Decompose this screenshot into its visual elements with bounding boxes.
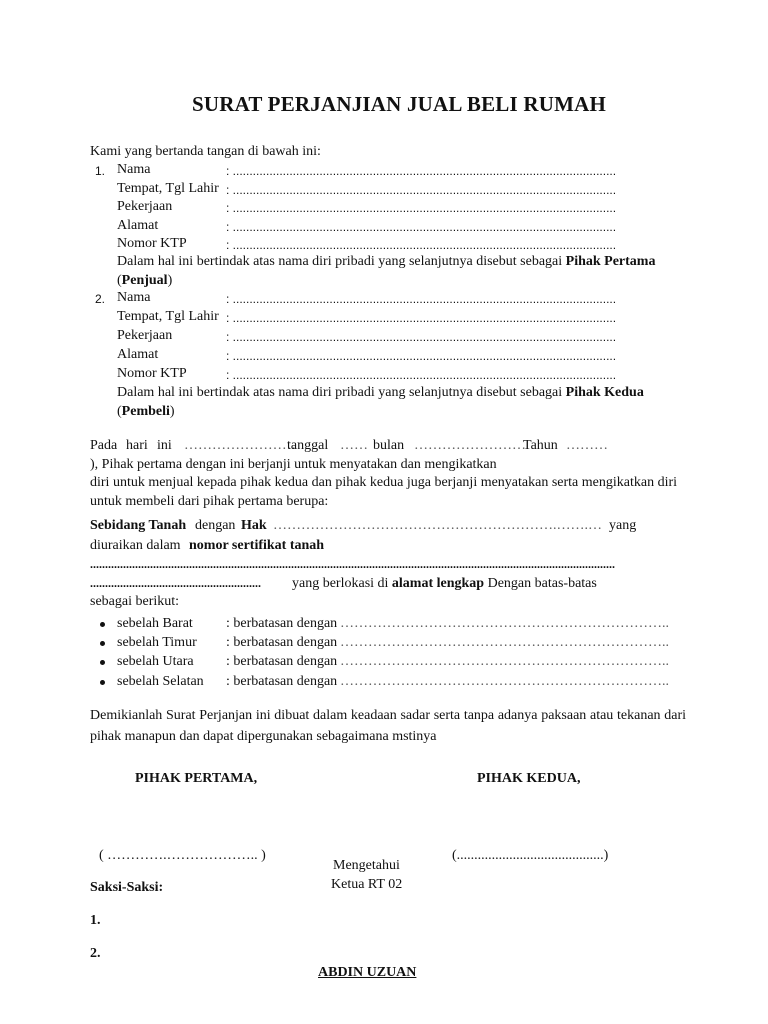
party-number: 2. [95,292,106,306]
first-party-label: PIHAK PERTAMA, [135,771,258,786]
bullet-icon [100,660,105,665]
border-label: sebelah Selatan [117,674,204,689]
alias-name: Penjual [121,273,168,288]
field-label: Tempat, Tgl Lahir [117,181,219,196]
border-dots: …………………………………………………………….. [340,674,669,689]
border-dots: …………………………………………………………….. [340,635,669,650]
field-value: : ................................................................................................................... [226,220,617,234]
party-statement [117,385,644,401]
date-dots-tanggal: …… [340,438,368,453]
field-value: : ................................................................................................................... [226,349,617,363]
field-value: : ................................................................................................................... [226,201,617,215]
second-party-label: PIHAK KEDUA, [477,771,581,786]
land-dots: …………………………………………………….…….… [273,518,602,533]
alias-name: Pembeli [121,404,170,419]
border-label: sebelah Utara [117,654,194,669]
paragraph-line: ), Pihak pertama dengan ini berjanji untuk menyatakan dan mengikatkan [90,457,497,472]
bullet-icon [100,680,105,685]
border-value: : berbatasan dengan [226,635,338,650]
witness-title: Mengetahui [333,858,400,873]
document-title: SURAT PERJANJIAN JUAL BELI RUMAH [191,92,606,116]
land-dengan: dengan [195,518,236,533]
field-value: : ................................................................................................................... [226,292,617,306]
field-label: Nama [117,162,151,177]
field-label: Nomor KTP [117,236,187,251]
first-party-signature-line: ( ………….……………….. ) [99,848,266,863]
date-bulan: bulan [373,438,405,453]
field-value: : ................................................................................................................... [226,183,617,197]
paragraph-line: untuk membeli dari pihak pertama berupa: [90,494,329,509]
alias-close: ) [169,404,175,419]
date-pada: Pada [90,438,118,453]
date-tanggal: tanggal [287,438,329,453]
border-dots: …………………………………………………………….. [340,616,669,631]
land-diuraikan: diuraikan dalam [90,538,181,553]
land-sebagai: sebagai berikut: [90,594,180,609]
party-number: 1. [95,164,106,178]
alias-close: ) [167,273,173,288]
date-hari: hari [126,438,148,453]
land-dots-short: ......................................................... [90,576,261,590]
border-dots: …………………………………………………………….. [340,654,669,669]
statement-role: Pihak Kedua [565,385,644,400]
field-label: Nomor KTP [117,366,187,381]
saksi-label: Saksi-Saksi: [90,880,164,895]
bullet-icon [100,622,105,627]
land-location [292,576,597,592]
land-yang: yang [609,518,637,533]
statement-text: Dalam hal ini bertindak atas nama diri pribadi yang selanjutnya disebut sebagai [117,254,566,269]
date-dots-tahun: ……… [566,438,608,453]
field-value: : ................................................................................................................... [226,311,617,325]
party-alias [117,273,172,289]
date-ini: ini [157,438,172,453]
paragraph-line: diri untuk menjual kepada pihak kedua dan pihak kedua juga berjanji menyatakan serta mengikatkan diri [90,475,678,490]
land-alamat: alamat lengkap [391,576,485,591]
second-party-signature-line: (..........................................) [452,848,609,863]
saksi-2: 2. [90,946,101,961]
field-value: : ................................................................................................................... [226,238,617,252]
field-value: : ................................................................................................................... [226,330,617,344]
closing-paragraph: Demikianlah Surat Perjanjan ini dibuat dalam keadaan sadar serta tanpa adanya paksaan atau tekanan dari pihak manapun dan dapat dipergunakan sebagaimana mstinya [90,708,686,744]
field-label: Nama [117,290,151,305]
border-label: sebelah Timur [117,635,197,650]
witness-name: ABDIN UZUAN [318,965,417,980]
field-label: Alamat [117,347,159,362]
statement-text: Dalam hal ini bertindak atas nama diri pribadi yang selanjutnya disebut sebagai [117,385,566,400]
border-value: : berbatasan dengan [226,654,338,669]
bullet-icon [100,641,105,646]
saksi-1: 1. [90,913,101,928]
land-sertifikat: nomor sertifikat tanah [189,538,325,553]
land-batas: Dengan batas-batas [487,576,597,591]
party-alias [117,404,175,420]
field-label: Alamat [117,218,159,233]
party-statement [117,254,655,270]
statement-role: Pihak Pertama [565,254,656,269]
land-berlokasi: yang berlokasi di [292,576,389,591]
witness-role: Ketua RT 02 [331,877,403,892]
alias-open: ( [117,273,122,288]
date-dots-hari: …………………… [184,438,296,453]
land-dots-line: ............................................................................................................................................................................... [90,557,615,571]
field-label: Tempat, Tgl Lahir [117,309,219,324]
land-hak: Hak [241,518,267,533]
border-value: : berbatasan dengan [226,616,338,631]
land-sebidang: Sebidang Tanah [90,518,187,533]
field-label: Pekerjaan [117,328,173,343]
date-tahun: Tahun [523,438,558,453]
border-label: sebelah Barat [117,616,193,631]
field-value: : ................................................................................................................... [226,368,617,382]
alias-open: ( [117,404,122,419]
intro-text: Kami yang bertanda tangan di bawah ini: [90,144,321,159]
field-label: Pekerjaan [117,199,173,214]
date-dots-bulan: …………………… [414,438,526,453]
field-value: : ................................................................................................................... [226,164,617,178]
border-value: : berbatasan dengan [226,674,338,689]
